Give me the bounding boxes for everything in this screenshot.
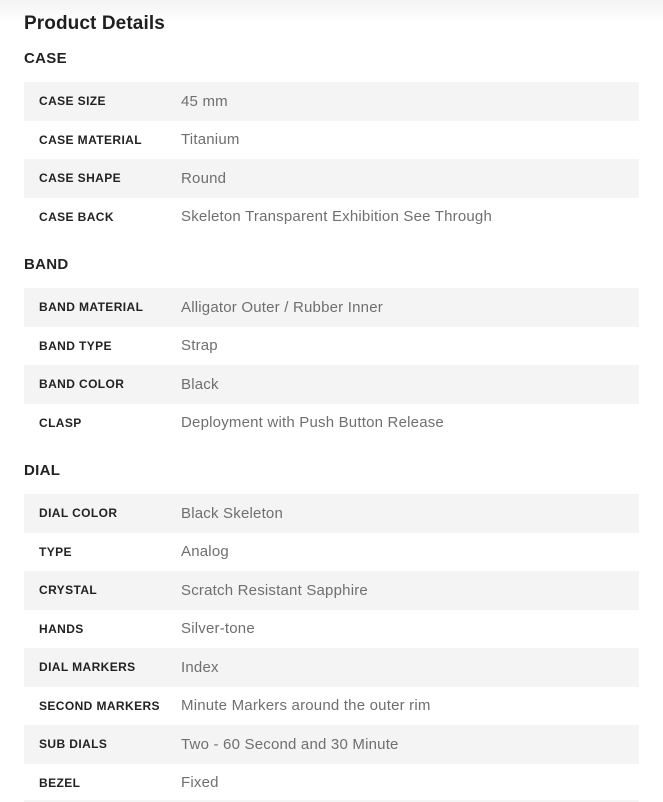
section-heading-case: CASE: [24, 50, 67, 67]
spec-row: [24, 494, 639, 533]
spec-value: 45 mm: [181, 92, 228, 110]
spec-label: HANDS: [39, 621, 84, 636]
spec-row: [24, 648, 639, 687]
spec-row: [24, 687, 639, 726]
spec-value: Strap: [181, 337, 218, 355]
spec-value: Two - 60 Second and 30 Minute: [181, 735, 399, 753]
spec-value: Round: [181, 169, 227, 187]
spec-row: [24, 327, 639, 366]
spec-label: CASE BACK: [39, 209, 114, 224]
spec-value: Silver-tone: [181, 620, 255, 638]
spec-row: [24, 82, 639, 121]
spec-label: BEZEL: [39, 775, 81, 790]
spec-row: [24, 121, 639, 160]
spec-value: Alligator Outer / Rubber Inner: [181, 298, 383, 316]
spec-value: Fixed: [181, 774, 219, 792]
spec-label: TYPE: [39, 544, 72, 559]
spec-row: [24, 764, 639, 802]
spec-label: BAND COLOR: [39, 377, 125, 392]
spec-value: Scratch Resistant Sapphire: [181, 581, 368, 599]
spec-table-band: [24, 288, 639, 442]
spec-row: [24, 725, 639, 764]
spec-value: Minute Markers around the outer rim: [181, 697, 431, 715]
spec-row: [24, 159, 639, 198]
spec-row: [24, 404, 639, 443]
spec-row: [24, 365, 639, 404]
spec-label: CASE SHAPE: [39, 171, 122, 186]
spec-row: [24, 610, 639, 649]
spec-label: BAND TYPE: [39, 338, 112, 353]
spec-value: Black: [181, 375, 219, 393]
spec-label: SUB DIALS: [39, 737, 108, 752]
spec-value: Titanium: [181, 131, 240, 149]
spec-label: CLASP: [39, 415, 82, 430]
spec-table-dial: [24, 494, 639, 802]
spec-label: CASE MATERIAL: [39, 132, 142, 147]
spec-label: CASE SIZE: [39, 94, 106, 109]
section-heading-band: BAND: [24, 256, 69, 273]
spec-label: CRYSTAL: [39, 583, 98, 598]
page-title: Product Details: [24, 13, 165, 34]
spec-table-case: [24, 82, 639, 236]
spec-row: [24, 571, 639, 610]
spec-label: DIAL MARKERS: [39, 660, 136, 675]
spec-value: Skeleton Transparent Exhibition See Through: [181, 208, 493, 226]
spec-value: Analog: [181, 543, 229, 561]
spec-value: Deployment with Push Button Release: [181, 414, 444, 432]
spec-value: Black Skeleton: [181, 504, 284, 522]
spec-label: SECOND MARKERS: [39, 698, 160, 713]
spec-row: [24, 533, 639, 572]
spec-row: [24, 288, 639, 327]
spec-value: Index: [181, 658, 219, 676]
section-heading-dial: DIAL: [24, 462, 61, 479]
spec-row: [24, 198, 639, 237]
spec-label: BAND MATERIAL: [39, 300, 144, 315]
spec-label: DIAL COLOR: [39, 506, 118, 521]
